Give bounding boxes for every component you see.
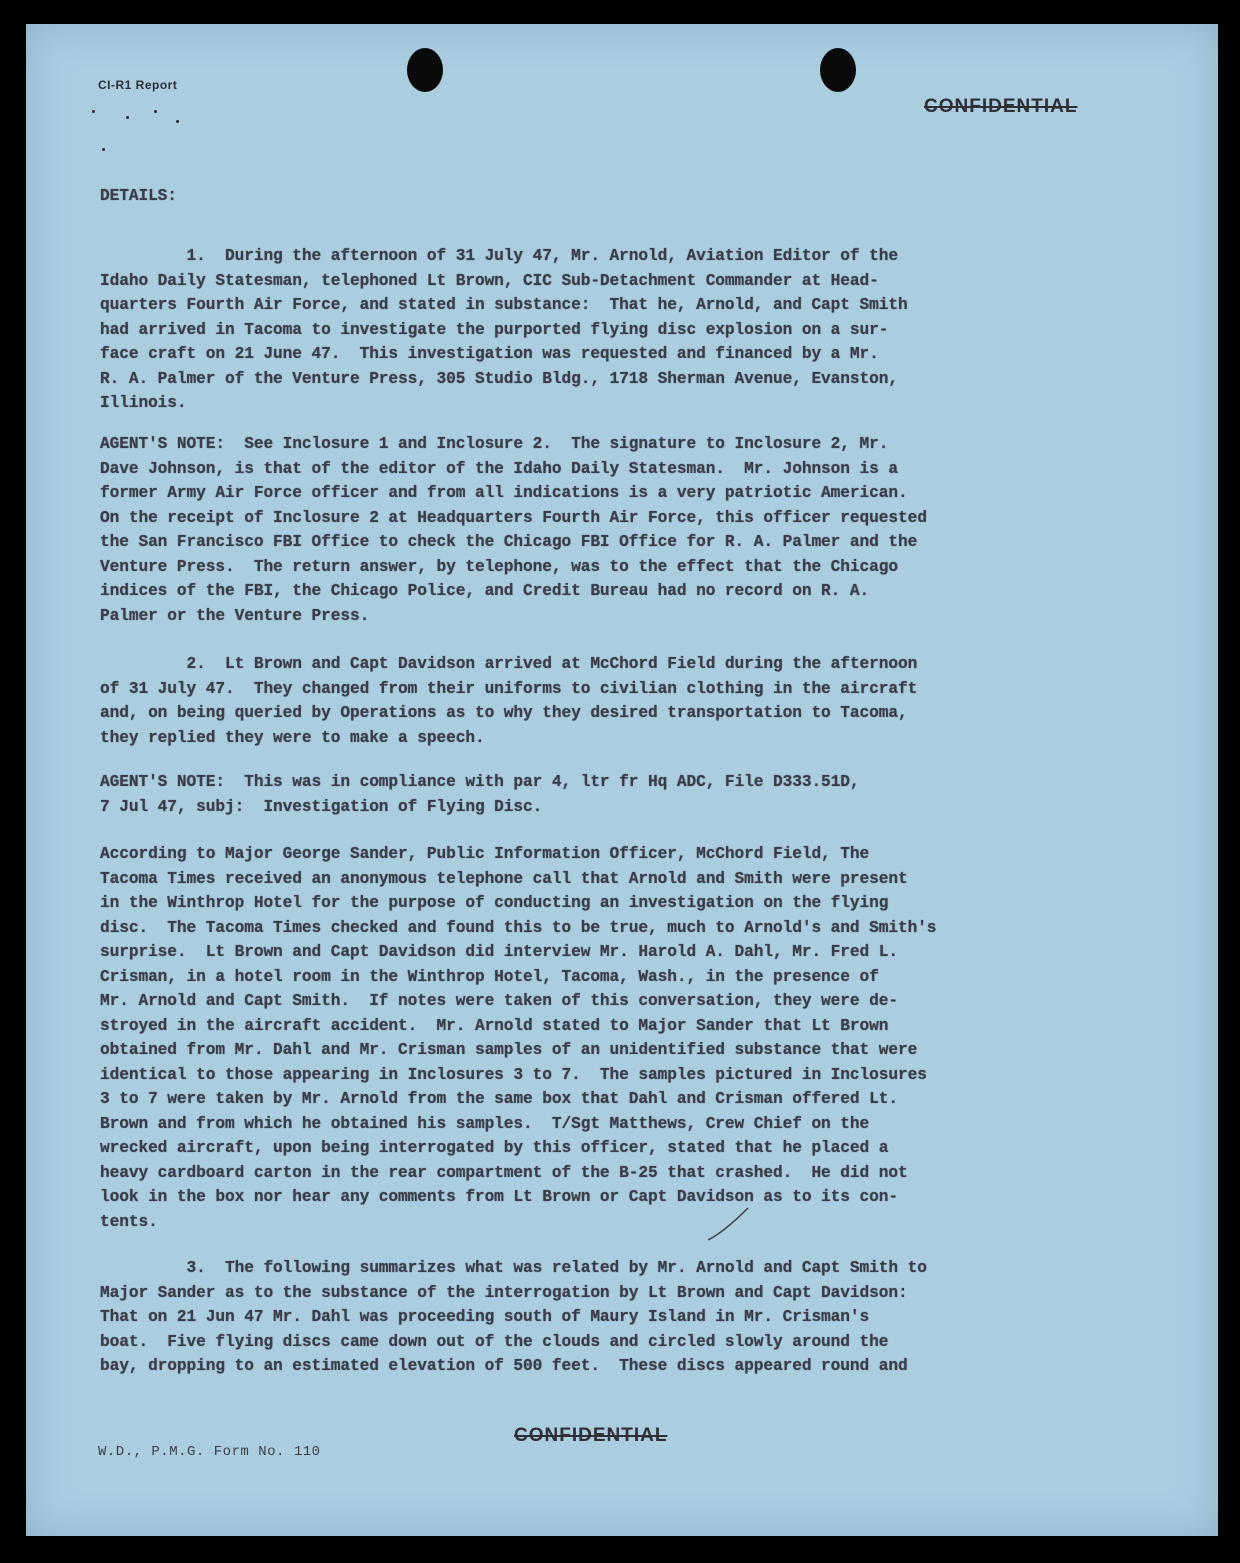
text-line: bay, dropping to an estimated elevation of 500 feet. These discs appeared round and — [100, 1357, 908, 1375]
text-line: quarters Fourth Air Force, and stated in substance: That he, Arnold, and Capt Smith — [100, 296, 908, 314]
text-line: tents. — [100, 1212, 158, 1231]
text-line: Idaho Daily Statesman, telephoned Lt Brown, CIC Sub-Detachment Commander at Head- — [100, 271, 879, 290]
agent-note-1 — [100, 432, 1180, 628]
text-line: On the receipt of Inclosure 2 at Headquarters Fourth Air Force, this officer requested — [100, 508, 927, 527]
text-line: 7 Jul 47, subj: Investigation of Flying Disc. — [100, 797, 543, 816]
text-line: face craft on 21 June 47. This investigation was requested and financed by a Mr. — [100, 345, 879, 363]
speck — [176, 120, 179, 123]
punch-hole-left — [407, 48, 443, 92]
text-line: the San Francisco FBI Office to check the Chicago FBI Office for R. A. Palmer and the — [100, 533, 918, 551]
text-line: Illinois. — [100, 394, 187, 412]
text-line: Tacoma Times received an anonymous telephone call that Arnold and Smith were present — [100, 869, 908, 888]
text-line: identical to those appearing in Inclosures 3 to 7. The samples pictured in Inclosures — [100, 1065, 927, 1084]
text-line: disc. The Tacoma Times checked and found this to be true, much to Arnold's and Smith's — [100, 918, 937, 937]
text-line: in the Winthrop Hotel for the purpose of conducting an investigation on the flying — [100, 894, 889, 912]
text-line: AGENT'S NOTE: See Inclosure 1 and Inclosure 2. The signature to Inclosure 2, Mr. — [100, 435, 889, 453]
text-line: Venture Press. The return answer, by telephone, was to the effect that the Chicago — [100, 557, 898, 576]
text-line: According to Major George Sander, Public Information Officer, McChord Field, The — [100, 845, 870, 863]
text-line: wrecked aircraft, upon being interrogated by this officer, stated that he placed a — [100, 1139, 889, 1157]
text-line: 3. The following summarizes what was related by Mr. Arnold and Capt Smith to — [100, 1259, 927, 1277]
speck — [126, 116, 129, 119]
text-line: obtained from Mr. Dahl and Mr. Crisman samples of an unidentified substance that were — [100, 1041, 918, 1059]
form-number: W.D., P.M.G. Form No. 110 — [98, 1444, 321, 1460]
text-line: had arrived in Tacoma to investigate the purported flying disc explosion on a sur- — [100, 320, 889, 339]
document-body — [100, 184, 1180, 209]
text-line: 3 to 7 were taken by Mr. Arnold from the same box that Dahl and Crisman offered Lt. — [100, 1090, 898, 1108]
classification-bottom: CONFIDENTIAL — [514, 1425, 668, 1446]
speck — [102, 148, 105, 151]
agent-note-2 — [100, 770, 1180, 819]
report-label: CI-R1 Report — [98, 78, 178, 92]
text-line: surprise. Lt Brown and Capt Davidson did interview Mr. Harold A. Dahl, Mr. Fred L. — [100, 943, 898, 961]
punch-hole-right — [820, 48, 856, 92]
text-line: indices of the FBI, the Chicago Police, and Credit Bureau had no record on R. A. — [100, 582, 870, 600]
paragraph-2 — [100, 652, 1180, 750]
details-heading: DETAILS: — [100, 187, 177, 205]
paragraph-1 — [100, 244, 1180, 416]
text-line: R. A. Palmer of the Venture Press, 305 Studio Bldg., 1718 Sherman Avenue, Evanston, — [100, 369, 898, 388]
text-line: boat. Five flying discs came down out of the clouds and circled slowly around the — [100, 1332, 889, 1351]
text-line: Crisman, in a hotel room in the Winthrop Hotel, Tacoma, Wash., in the presence of — [100, 967, 879, 986]
text-line: of 31 July 47. They changed from their uniforms to civilian clothing in the aircraft — [100, 679, 918, 698]
text-line: AGENT'S NOTE: This was in compliance with par 4, ltr fr Hq ADC, File D333.51D, — [100, 773, 860, 791]
document-page — [26, 24, 1218, 1536]
classification-top: CONFIDENTIAL — [924, 96, 1078, 117]
text-line: Dave Johnson, is that of the editor of the Idaho Daily Statesman. Mr. Johnson is a — [100, 459, 898, 478]
text-line: Brown and from which he obtained his samples. T/Sgt Matthews, Crew Chief on the — [100, 1114, 870, 1133]
text-line: Major Sander as to the substance of the interrogation by Lt Brown and Capt Davidson: — [100, 1283, 908, 1302]
text-line: 2. Lt Brown and Capt Davidson arrived at McChord Field during the afternoon — [100, 655, 918, 673]
text-line: 1. During the afternoon of 31 July 47, Mr. Arnold, Aviation Editor of the — [100, 247, 898, 265]
text-line: look in the box nor hear any comments from Lt Brown or Capt Davidson as to its con- — [100, 1188, 898, 1206]
text-line: heavy cardboard carton in the rear compartment of the B-25 that crashed. He did not — [100, 1163, 908, 1182]
text-line: stroyed in the aircraft accident. Mr. Arnold stated to Major Sander that Lt Brown — [100, 1016, 889, 1035]
check-mark-icon — [706, 1204, 758, 1244]
text-line: they replied they were to make a speech. — [100, 728, 485, 747]
speck — [92, 110, 95, 113]
text-line: That on 21 Jun 47 Mr. Dahl was proceeding south of Maury Island in Mr. Crisman's — [100, 1308, 870, 1326]
text-line: and, on being queried by Operations as to why they desired transportation to Tacoma, — [100, 704, 908, 722]
paragraph-sander — [100, 842, 1180, 1234]
speck — [154, 110, 157, 113]
text-line: Mr. Arnold and Capt Smith. If notes were taken of this conversation, they were de- — [100, 992, 898, 1010]
text-line: former Army Air Force officer and from all indications is a very patriotic American. — [100, 484, 908, 502]
text-line: Palmer or the Venture Press. — [100, 606, 370, 625]
paragraph-3 — [100, 1256, 1180, 1379]
